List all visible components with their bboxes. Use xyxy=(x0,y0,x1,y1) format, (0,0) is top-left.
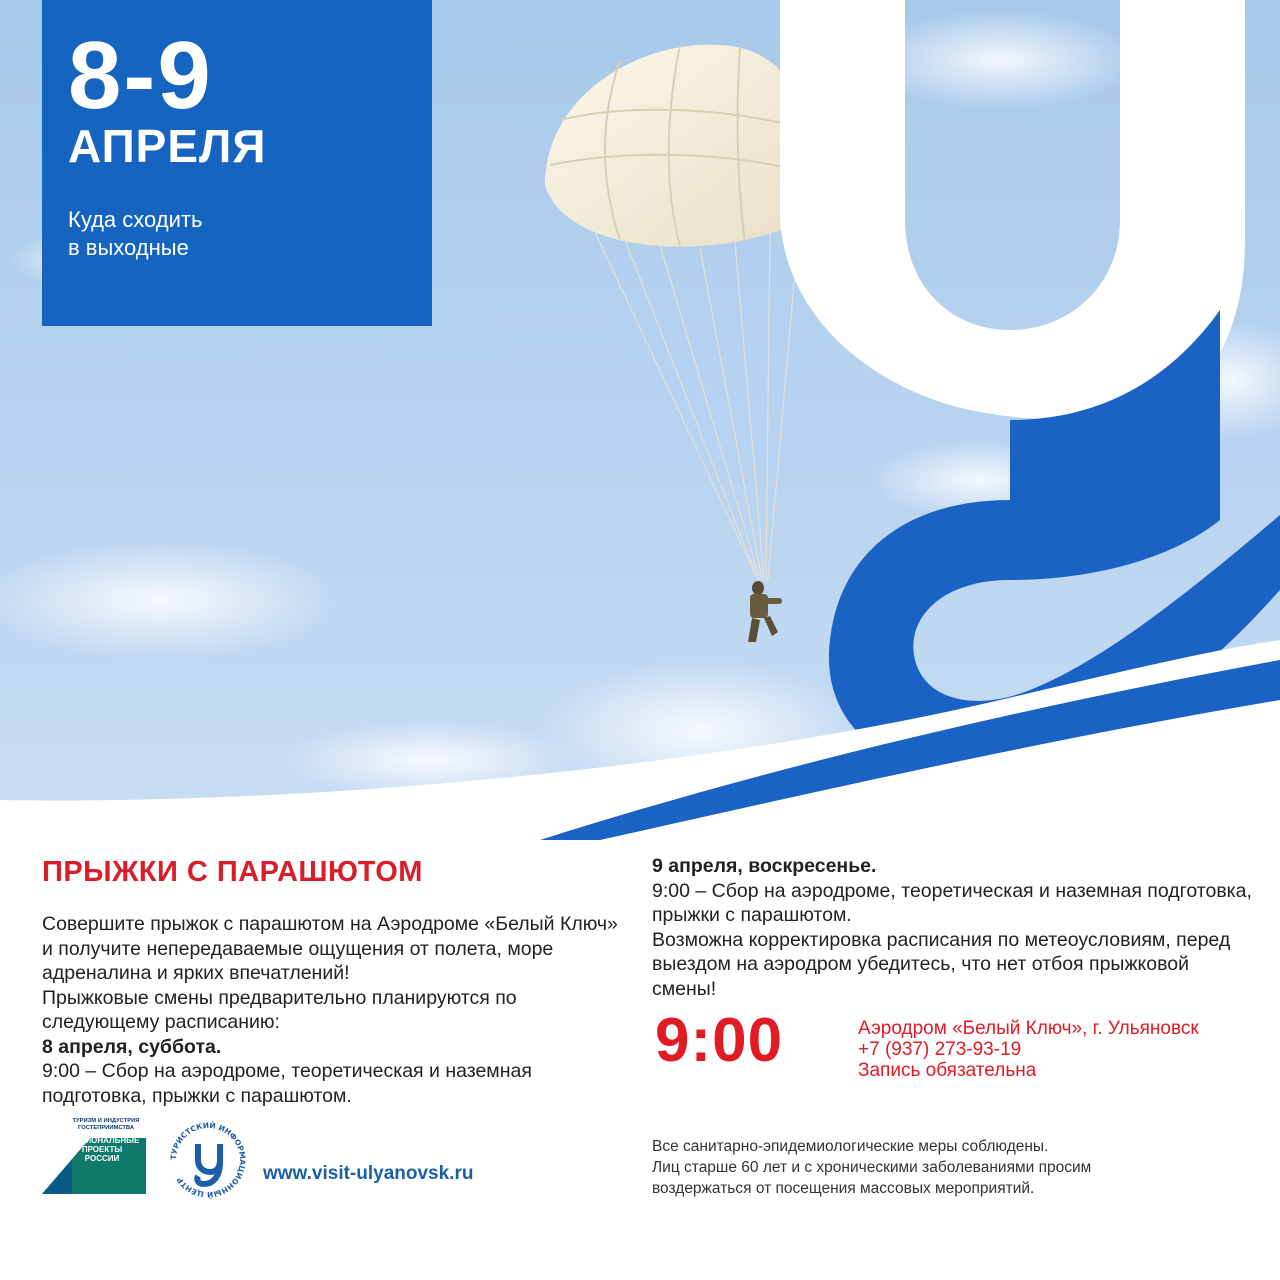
day1-text: 9:00 – Сбор на аэродроме, теоретическая и наземная подготовка, прыжки с парашютом. xyxy=(42,1060,532,1107)
sanitary-notice xyxy=(652,1136,1212,1199)
day1-title: 8 апреля, суббота. xyxy=(42,1035,222,1058)
subtitle-line: в выходные xyxy=(68,235,189,260)
cloud xyxy=(0,540,340,660)
logo-np-top-text: ТУРИЗМ И ИНДУСТРИЯ ГОСТЕПРИИМСТВА xyxy=(72,1118,140,1131)
svg-text:ТУРИСТСКИЙ ИНФОРМАЦИОННЫЙ ЦЕНТ xyxy=(169,1121,247,1199)
date-panel xyxy=(42,0,432,326)
event-month: АПРЕЛЯ xyxy=(68,120,267,172)
logo-tic-ring-text: ТУРИСТСКИЙ ИНФОРМАЦИОННЫЙ ЦЕНТР xyxy=(168,1120,248,1200)
registration-note: Запись обязательна xyxy=(858,1060,1037,1081)
skydiver-figure xyxy=(748,581,782,642)
event-title: ПРЫЖКИ С ПАРАШЮТОМ xyxy=(42,856,423,888)
weather-note: Возможна корректировка расписания по метеоусловиям, перед выездом на аэродром убедитесь, что нет отбоя прыжковой смены! xyxy=(652,928,1231,1000)
tourist-info-center-logo xyxy=(166,1118,250,1202)
subtitle-line: Куда сходить xyxy=(68,207,203,232)
parachute-lines xyxy=(595,215,800,580)
event-contact-info xyxy=(858,1018,1199,1081)
schedule-intro: Прыжковые смены предварительно планируются по следующему расписанию: xyxy=(42,986,517,1033)
event-dates: 8-9 xyxy=(68,22,213,129)
notice-line: воздержаться от посещения массовых мероприятий. xyxy=(652,1180,1035,1197)
tic-emblem-icon xyxy=(166,1118,250,1202)
event-schedule-column xyxy=(652,854,1252,1001)
subtitle xyxy=(68,206,368,262)
event-description-column xyxy=(42,912,622,1108)
website-link[interactable]: www.visit-ulyanovsk.ru xyxy=(263,1163,474,1184)
notice-line: Лиц старше 60 лет и с хроническими заболеваниями просим xyxy=(652,1159,1092,1176)
day2-text: 9:00 – Сбор на аэродроме, теоретическая и наземная подготовка, прыжки с парашютом. xyxy=(652,879,1252,926)
national-projects-logo xyxy=(42,1118,146,1198)
notice-line: Все санитарно-эпидемиологические меры соблюдены. xyxy=(652,1138,1049,1155)
event-time: 9:00 xyxy=(655,1006,784,1075)
event-location: Аэродром «Белый Ключ», г. Ульяновск xyxy=(858,1018,1199,1039)
event-phone[interactable]: +7 (937) 273-93-19 xyxy=(858,1039,1022,1060)
logo-np-main-text: НАЦИОНАЛЬНЫЕ ПРОЕКТЫ РОССИИ xyxy=(68,1136,140,1163)
parachute-icon xyxy=(545,45,816,247)
event-description: Совершите прыжок с парашютом на Аэродроме «Белый Ключ» и получите непередаваемые ощущения от полета, море адреналина и ярких впечатлений! xyxy=(42,913,618,984)
day2-title: 9 апреля, воскресенье. xyxy=(652,855,877,877)
